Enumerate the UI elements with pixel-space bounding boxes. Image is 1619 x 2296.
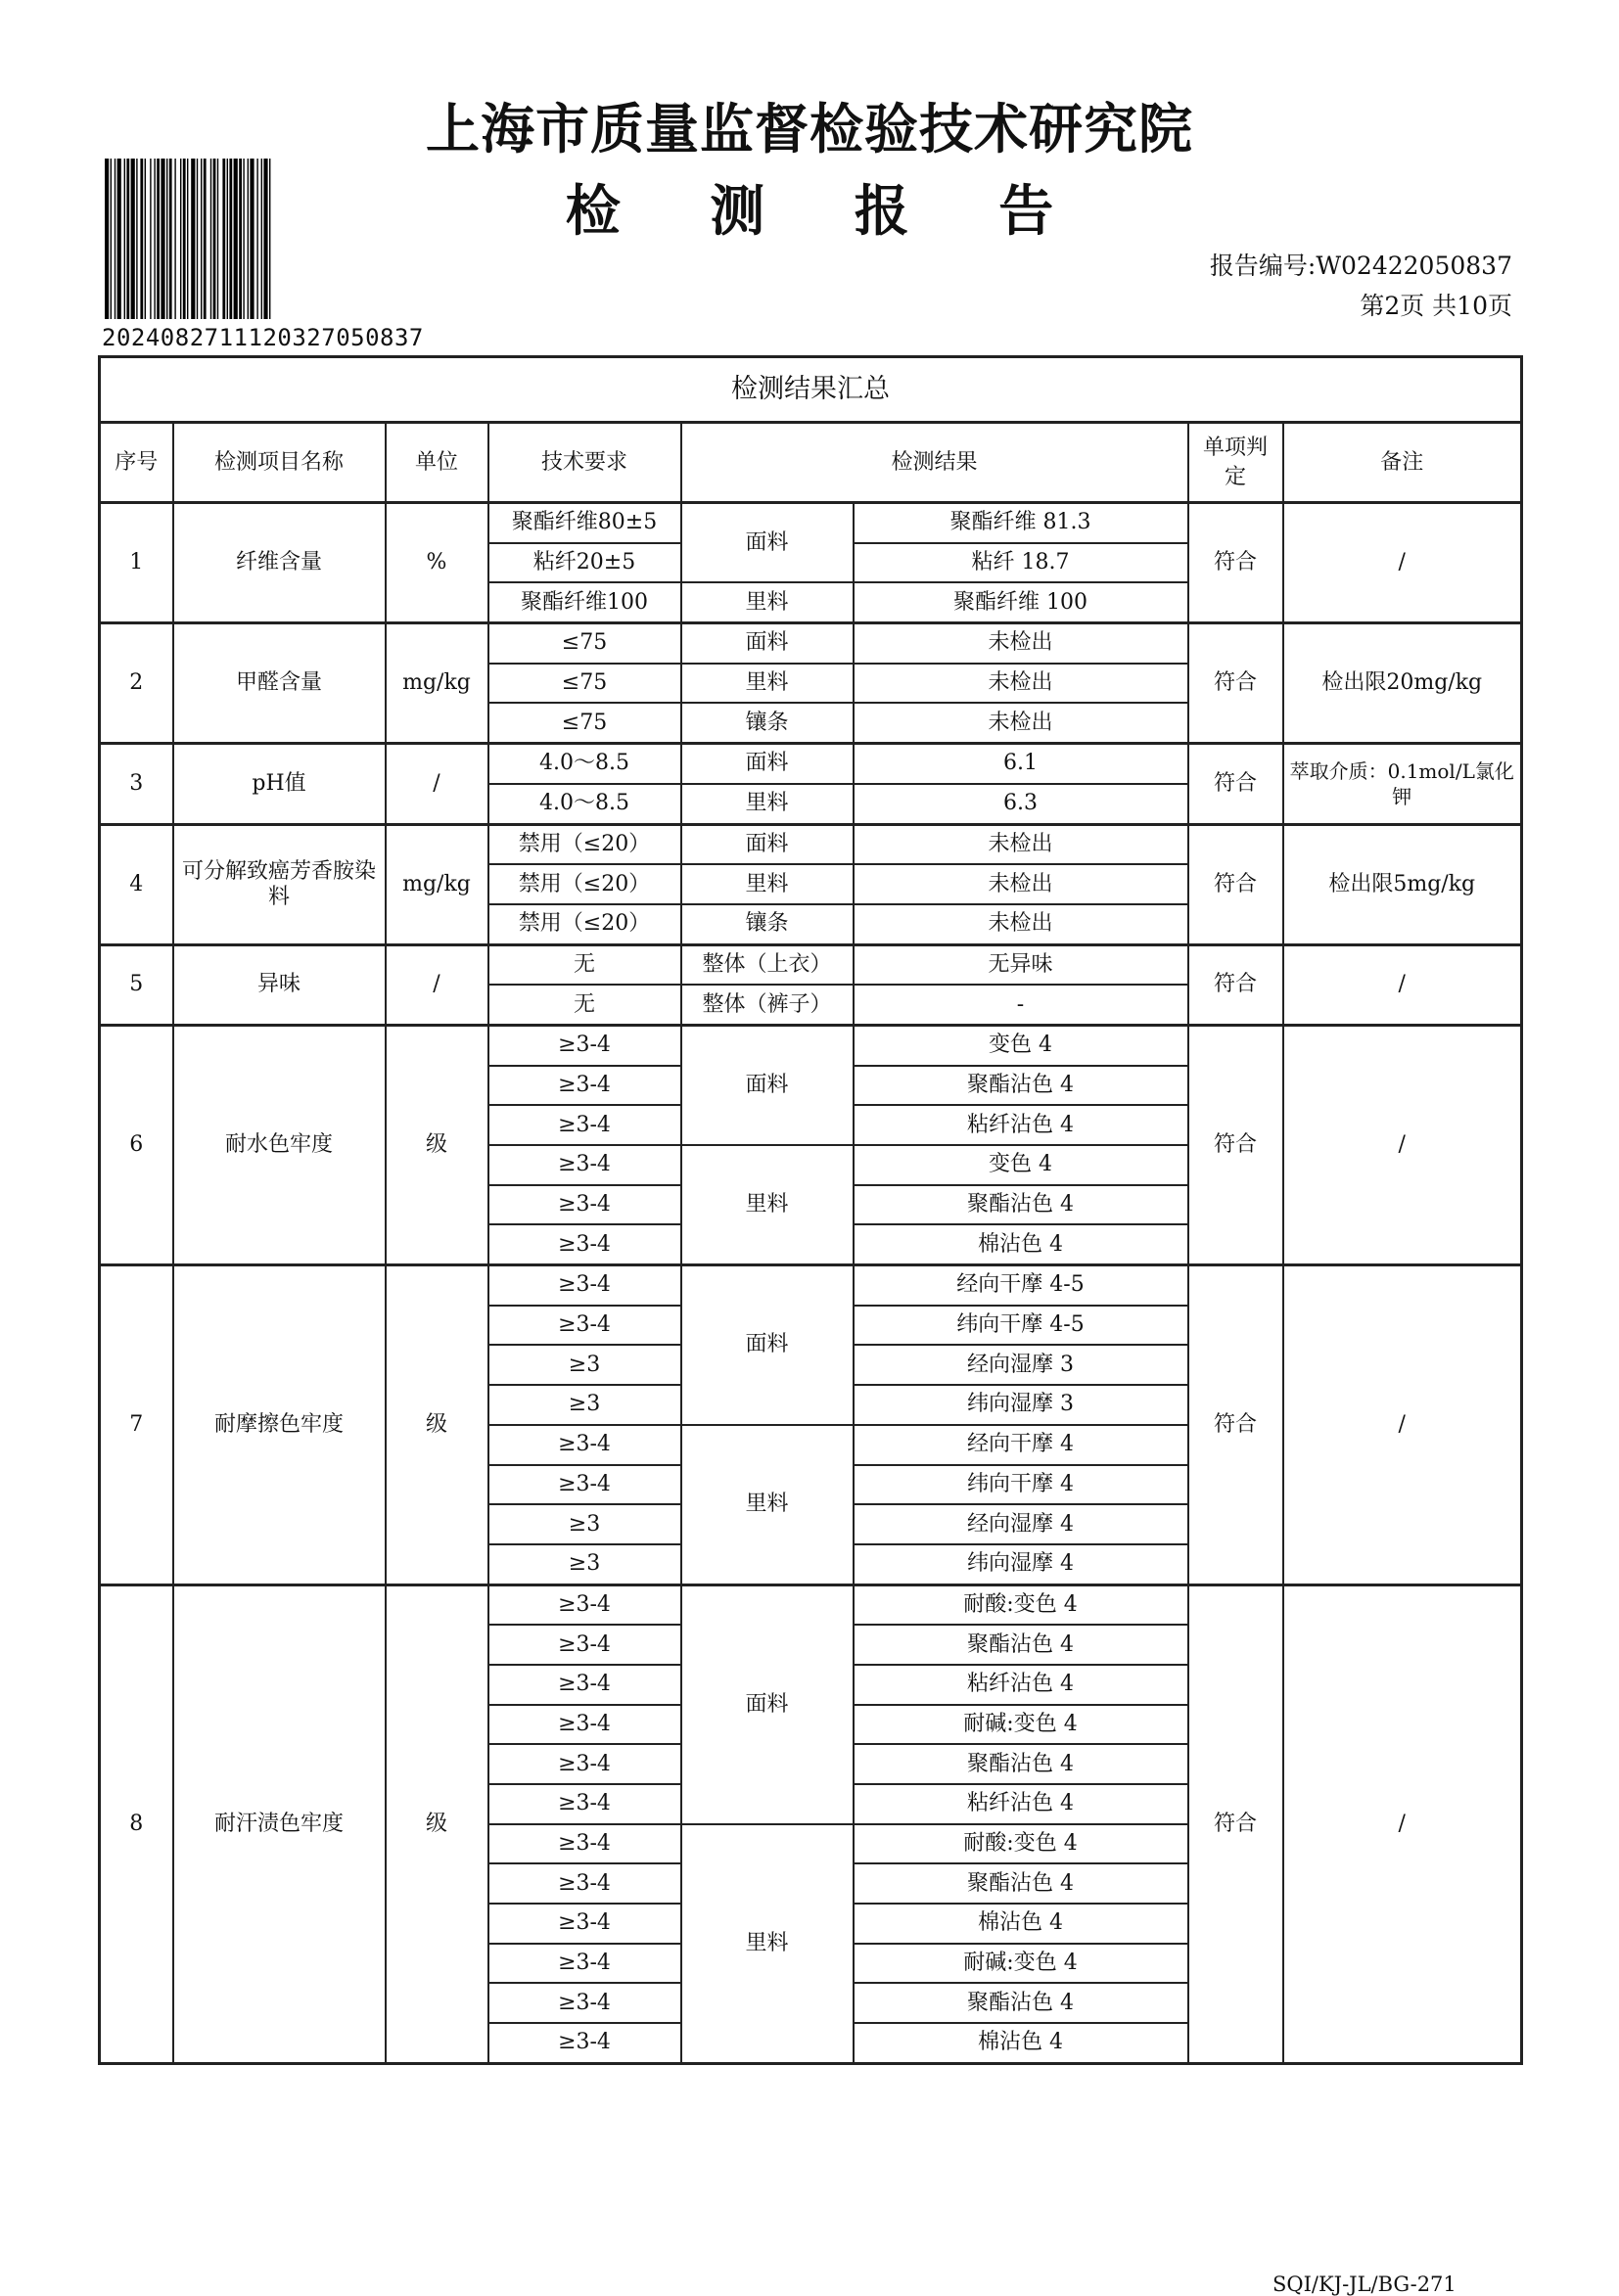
result-cell: 棉沾色 4 xyxy=(854,1224,1188,1264)
result-cell: 棉沾色 4 xyxy=(854,2023,1188,2063)
sample-part-cell: 面料 xyxy=(681,1265,854,1425)
result-cell: 耐碱:变色 4 xyxy=(854,1944,1188,1984)
result-cell: 聚酯沾色 4 xyxy=(854,1066,1188,1106)
requirement-cell: ≥3-4 xyxy=(488,1465,681,1505)
requirement-cell: ≥3-4 xyxy=(488,1105,681,1145)
requirement-cell: ≥3-4 xyxy=(488,1584,681,1625)
col-header-no: 序号 xyxy=(100,423,173,503)
result-cell: 经向湿摩 4 xyxy=(854,1504,1188,1544)
result-cell: 聚酯沾色 4 xyxy=(854,1744,1188,1784)
item-number: 5 xyxy=(100,944,173,1025)
sample-part-cell: 面料 xyxy=(681,623,854,664)
result-cell: 粘纤沾色 4 xyxy=(854,1105,1188,1145)
result-cell: 棉沾色 4 xyxy=(854,1904,1188,1944)
item-unit: mg/kg xyxy=(386,824,488,944)
result-cell: 经向干摩 4-5 xyxy=(854,1265,1188,1306)
result-cell: 纬向湿摩 3 xyxy=(854,1385,1188,1425)
sample-part-cell: 面料 xyxy=(681,824,854,864)
result-cell: 无异味 xyxy=(854,944,1188,985)
requirement-cell: ≥3-4 xyxy=(488,1705,681,1745)
requirement-cell: ≥3-4 xyxy=(488,1863,681,1904)
remark-cell: / xyxy=(1283,503,1522,623)
report-number: 报告编号:W02422050837 xyxy=(1209,252,1512,280)
col-header-remark: 备注 xyxy=(1283,423,1522,503)
result-cell: 6.3 xyxy=(854,784,1188,824)
item-number: 1 xyxy=(100,503,173,623)
item-unit: 级 xyxy=(386,1025,488,1264)
result-cell: 变色 4 xyxy=(854,1145,1188,1185)
table-row xyxy=(100,744,1522,784)
result-cell: 聚酯纤维 100 xyxy=(854,582,1188,622)
verdict-cell: 符合 xyxy=(1188,824,1283,944)
table-row xyxy=(100,1265,1522,1306)
result-cell: 聚酯沾色 4 xyxy=(854,1185,1188,1225)
table-row xyxy=(100,623,1522,664)
result-cell: 纬向干摩 4-5 xyxy=(854,1306,1188,1346)
verdict-cell: 符合 xyxy=(1188,1025,1283,1264)
requirement-cell: ≥3-4 xyxy=(488,1425,681,1465)
requirement-cell: 无 xyxy=(488,985,681,1025)
requirement-cell: ≥3-4 xyxy=(488,2023,681,2063)
item-number: 2 xyxy=(100,623,173,744)
item-name: 异味 xyxy=(173,944,386,1025)
item-name: 耐水色牢度 xyxy=(173,1025,386,1264)
item-name: pH值 xyxy=(173,744,386,824)
sample-part-cell: 面料 xyxy=(681,1584,854,1824)
result-cell: 未检出 xyxy=(854,824,1188,864)
item-unit: % xyxy=(386,503,488,623)
report-number-block xyxy=(1210,246,1512,326)
verdict-cell: 符合 xyxy=(1188,1265,1283,1585)
sample-part-cell: 整体（裤子） xyxy=(681,985,854,1025)
result-cell: 粘纤沾色 4 xyxy=(854,1784,1188,1824)
requirement-cell: ≥3-4 xyxy=(488,1744,681,1784)
results-summary-table xyxy=(98,355,1523,2065)
requirement-cell: ≥3 xyxy=(488,1345,681,1385)
requirement-cell: 禁用（≤20） xyxy=(488,904,681,944)
institute-title: 上海市质量监督检验技术研究院 xyxy=(425,98,1193,161)
requirement-cell: ≥3-4 xyxy=(488,1265,681,1306)
table-caption: 检测结果汇总 xyxy=(100,357,1522,423)
sample-part-cell: 里料 xyxy=(681,1824,854,2064)
sample-part-cell: 里料 xyxy=(681,864,854,904)
page-info: 第2页 共10页 xyxy=(1360,292,1512,320)
item-name: 耐汗渍色牢度 xyxy=(173,1584,386,2063)
requirement-cell: 4.0～8.5 xyxy=(488,784,681,824)
remark-cell: / xyxy=(1283,1025,1522,1264)
result-cell: 耐碱:变色 4 xyxy=(854,1705,1188,1745)
result-cell: - xyxy=(854,985,1188,1025)
form-code: SQI/KJ-JL/BG-271 xyxy=(1272,2273,1457,2296)
requirement-cell: ≤75 xyxy=(488,664,681,704)
sample-part-cell: 面料 xyxy=(681,744,854,784)
requirement-cell: 聚酯纤维100 xyxy=(488,582,681,622)
verdict-cell: 符合 xyxy=(1188,744,1283,824)
result-cell: 粘纤沾色 4 xyxy=(854,1665,1188,1705)
result-cell: 未检出 xyxy=(854,864,1188,904)
result-cell: 纬向干摩 4 xyxy=(854,1465,1188,1505)
table-row xyxy=(100,944,1522,985)
requirement-cell: ≥3-4 xyxy=(488,1145,681,1185)
requirement-cell: ≥3-4 xyxy=(488,1625,681,1665)
item-number: 4 xyxy=(100,824,173,944)
sample-part-cell: 里料 xyxy=(681,582,854,622)
sample-part-cell: 里料 xyxy=(681,784,854,824)
col-header-requirement: 技术要求 xyxy=(488,423,681,503)
col-header-verdict: 单项判定 xyxy=(1188,423,1283,503)
barcode xyxy=(105,159,406,319)
table-row xyxy=(100,503,1522,543)
verdict-cell: 符合 xyxy=(1188,623,1283,744)
requirement-cell: ≥3-4 xyxy=(488,1824,681,1864)
verdict-cell: 符合 xyxy=(1188,503,1283,623)
sample-part-cell: 面料 xyxy=(681,503,854,583)
result-cell: 变色 4 xyxy=(854,1025,1188,1065)
requirement-cell: ≥3-4 xyxy=(488,1904,681,1944)
verdict-cell: 符合 xyxy=(1188,1584,1283,2063)
requirement-cell: ≤75 xyxy=(488,703,681,743)
item-name: 纤维含量 xyxy=(173,503,386,623)
result-cell: 未检出 xyxy=(854,664,1188,704)
result-cell: 经向干摩 4 xyxy=(854,1425,1188,1465)
requirement-cell: ≥3-4 xyxy=(488,1224,681,1264)
requirement-cell: 4.0～8.5 xyxy=(488,744,681,784)
requirement-cell: ≥3-4 xyxy=(488,1306,681,1346)
requirement-cell: 粘纤20±5 xyxy=(488,543,681,583)
result-cell: 聚酯沾色 4 xyxy=(854,1863,1188,1904)
sample-part-cell: 镶条 xyxy=(681,904,854,944)
requirement-cell: ≥3-4 xyxy=(488,1066,681,1106)
sample-part-cell: 面料 xyxy=(681,1025,854,1145)
requirement-cell: 无 xyxy=(488,944,681,985)
item-name: 耐摩擦色牢度 xyxy=(173,1265,386,1585)
result-cell: 耐酸:变色 4 xyxy=(854,1584,1188,1625)
sample-part-cell: 整体（上衣） xyxy=(681,944,854,985)
item-name: 可分解致癌芳香胺染料 xyxy=(173,824,386,944)
item-unit: / xyxy=(386,944,488,1025)
requirement-cell: ≥3-4 xyxy=(488,1185,681,1225)
table-row xyxy=(100,824,1522,864)
barcode-number: 202408271112032705083​7 xyxy=(102,324,424,351)
item-number: 8 xyxy=(100,1584,173,2063)
requirement-cell: ≥3 xyxy=(488,1385,681,1425)
requirement-cell: ≥3 xyxy=(488,1504,681,1544)
col-header-result: 检测结果 xyxy=(681,423,1188,503)
item-unit: / xyxy=(386,744,488,824)
sample-part-cell: 镶条 xyxy=(681,703,854,743)
requirement-cell: ≥3-4 xyxy=(488,1784,681,1824)
sample-part-cell: 里料 xyxy=(681,1145,854,1265)
item-name: 甲醛含量 xyxy=(173,623,386,744)
result-cell: 纬向湿摩 4 xyxy=(854,1544,1188,1584)
requirement-cell: ≤75 xyxy=(488,623,681,664)
remark-cell: 检出限20mg/kg xyxy=(1283,623,1522,744)
requirement-cell: ≥3-4 xyxy=(488,1665,681,1705)
remark-cell: 萃取介质：0.1mol/L氯化钾 xyxy=(1283,744,1522,824)
remark-cell: / xyxy=(1283,1265,1522,1585)
requirement-cell: ≥3-4 xyxy=(488,1944,681,1984)
result-cell: 未检出 xyxy=(854,904,1188,944)
item-unit: 级 xyxy=(386,1265,488,1585)
item-number: 6 xyxy=(100,1025,173,1264)
requirement-cell: 聚酯纤维80±5 xyxy=(488,503,681,543)
table-row xyxy=(100,1025,1522,1065)
result-cell: 经向湿摩 3 xyxy=(854,1345,1188,1385)
requirement-cell: 禁用（≤20） xyxy=(488,824,681,864)
remark-cell: / xyxy=(1283,944,1522,1025)
requirement-cell: 禁用（≤20） xyxy=(488,864,681,904)
report-title: 检 测 报 告 xyxy=(565,180,1089,244)
result-cell: 未检出 xyxy=(854,623,1188,664)
remark-cell: / xyxy=(1283,1584,1522,2063)
sample-part-cell: 里料 xyxy=(681,1425,854,1584)
sample-part-cell: 里料 xyxy=(681,664,854,704)
result-cell: 聚酯沾色 4 xyxy=(854,1983,1188,2023)
item-unit: 级 xyxy=(386,1584,488,2063)
col-header-unit: 单位 xyxy=(386,423,488,503)
requirement-cell: ≥3 xyxy=(488,1544,681,1584)
requirement-cell: ≥3-4 xyxy=(488,1983,681,2023)
item-number: 7 xyxy=(100,1265,173,1585)
table-row xyxy=(100,1584,1522,1625)
result-cell: 6.1 xyxy=(854,744,1188,784)
item-number: 3 xyxy=(100,744,173,824)
col-header-item: 检测项目名称 xyxy=(173,423,386,503)
result-cell: 聚酯纤维 81.3 xyxy=(854,503,1188,543)
result-cell: 聚酯沾色 4 xyxy=(854,1625,1188,1665)
verdict-cell: 符合 xyxy=(1188,944,1283,1025)
result-cell: 耐酸:变色 4 xyxy=(854,1824,1188,1864)
remark-cell: 检出限5mg/kg xyxy=(1283,824,1522,944)
result-cell: 粘纤 18.7 xyxy=(854,543,1188,583)
result-cell: 未检出 xyxy=(854,703,1188,743)
inspection-seal-fragment xyxy=(1582,554,1619,789)
item-unit: mg/kg xyxy=(386,623,488,744)
requirement-cell: ≥3-4 xyxy=(488,1025,681,1065)
